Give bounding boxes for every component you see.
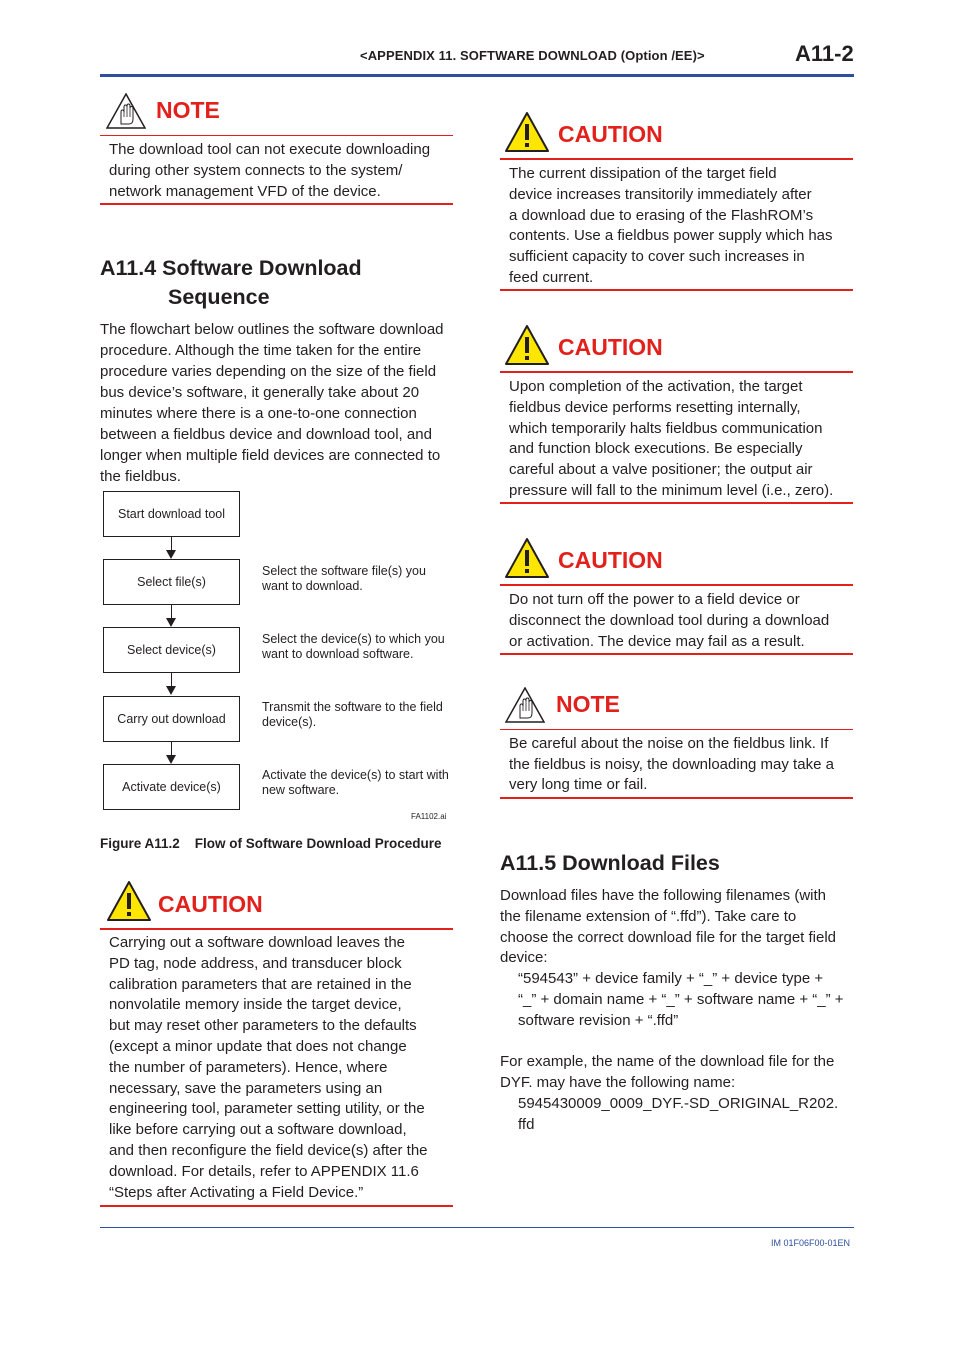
warning-triangle-icon <box>504 324 550 366</box>
document-id: IM 01F06F00-01EN <box>771 1238 851 1248</box>
note-body: Be careful about the noise on the fieldbus link. If the fieldbus is noisy, the downloading may take a very long time or fail. <box>509 735 834 793</box>
flow-step-desc: Transmit the software to the field device(s). <box>262 700 443 729</box>
example-filename: 5945430009_0009_DYF.-SD_ORIGINAL_R202. ffd <box>518 1095 839 1133</box>
caution-heading: CAUTION <box>158 891 263 917</box>
page-number: A11-2 <box>795 41 854 66</box>
note-bottom-rule <box>100 203 453 205</box>
flow-step-desc: Activate the device(s) to start with new software. <box>262 768 449 797</box>
flow-arrow <box>166 550 176 559</box>
flow-connector <box>171 605 172 618</box>
footer-rule <box>100 1227 854 1228</box>
note-body: The download tool can not execute downloading during other system connects to the system/ network management VFD of the device. <box>109 141 431 200</box>
flow-connector <box>171 742 172 755</box>
hand-icon <box>505 687 545 723</box>
hand-icon <box>106 93 146 129</box>
example-intro: For example, the name of the download file for the DYF. may have the following name: <box>500 1053 835 1091</box>
caution-bottom-rule <box>100 1205 453 1207</box>
flow-arrow <box>166 618 176 627</box>
flow-step-activate-devices: Activate device(s) <box>103 764 240 810</box>
caution-heading: CAUTION <box>558 547 663 573</box>
caution-top-rule <box>500 584 853 586</box>
flow-connector <box>171 673 172 686</box>
section-heading-a11-5: A11.5 Download Files <box>500 851 720 875</box>
caution-heading: CAUTION <box>558 121 663 147</box>
figure-caption: Figure A11.2 Flow of Software Download Procedure <box>100 836 442 851</box>
flow-step-desc: Select the device(s) to which you want to download software. <box>262 632 445 661</box>
flow-connector <box>171 537 172 550</box>
caution-top-rule <box>500 158 853 160</box>
flow-arrow <box>166 686 176 695</box>
caution-top-rule <box>500 371 853 373</box>
flow-step-desc: Select the software file(s) you want to download. <box>262 564 426 593</box>
caution-body: Carrying out a software download leaves the PD tag, node address, and transducer block calibration parameters that are retained in the nonvolatile memory inside the target device, but may reset other parameters to the defaults (except a minor update that does not change the number of parameters). Hence, where necessary, save the parameters using an engineering tool, parameter setting utility, or the like before carrying out a software download, and then reconfigure the field device(s) after the download. For details, refer to APPENDIX 11.6 “Steps after Activating a Field Device.” <box>109 934 428 1201</box>
section-heading-a11-4: A11.4 Software Download Sequence <box>100 256 362 309</box>
caution-body: Do not turn off the power to a field device or disconnect the download tool during a download or activation. The device may fail as a result. <box>509 591 830 650</box>
note-top-rule <box>100 135 453 136</box>
section-a11-5-intro: Download files have the following filenames (with the filename extension of “.ffd”). Take care to choose the correct download file for the target field device: <box>500 887 837 967</box>
warning-triangle-icon <box>504 537 550 579</box>
note-heading: NOTE <box>556 691 620 717</box>
flow-step-select-files: Select file(s) <box>103 559 240 605</box>
caution-top-rule <box>100 928 453 930</box>
section-a11-4-body: The flowchart below outlines the software download procedure. Although the time taken for the entire procedure varies depending on the size of the field bus device’s software, it generally take about 20 minutes where there is a one-to-one connection between a fieldbus device and download tool, and longer when multiple field devices are connected to the fieldbus. <box>100 321 444 485</box>
running-header: <APPENDIX 11. SOFTWARE DOWNLOAD (Option /EE)> <box>360 48 705 63</box>
warning-triangle-icon <box>106 880 152 922</box>
caution-bottom-rule <box>500 502 853 504</box>
flow-step-start: Start download tool <box>103 491 240 537</box>
figure-file-tag: FA1102.ai <box>411 812 447 821</box>
caution-bottom-rule <box>500 289 853 291</box>
caution-body: Upon completion of the activation, the target fieldbus device performs resetting internally, which temporarily halts fieldbus communication and function block executions. Be especially careful about a valve positioner; the output air pressure will fall to the minimum level (i.e., zero). <box>509 378 834 499</box>
flow-step-carry-out-download: Carry out download <box>103 696 240 742</box>
flow-arrow <box>166 755 176 764</box>
warning-triangle-icon <box>504 111 550 153</box>
caution-bottom-rule <box>500 653 853 655</box>
filename-format: “594543” + device family + “_” + device type + “_” + domain name + “_” + software name + “_” + software revision + “.ffd” <box>518 970 844 1029</box>
caution-body: The current dissipation of the target field device increases transitorily immediately after a download due to erasing of the FlashROM’s contents. Use a fieldbus power supply which has sufficient capacity to cover such increases in feed current. <box>509 165 833 286</box>
note-bottom-rule <box>500 797 853 799</box>
caution-heading: CAUTION <box>558 334 663 360</box>
header-rule <box>100 74 854 77</box>
note-top-rule <box>500 729 853 730</box>
note-heading: NOTE <box>156 97 220 123</box>
flow-step-select-devices: Select device(s) <box>103 627 240 673</box>
